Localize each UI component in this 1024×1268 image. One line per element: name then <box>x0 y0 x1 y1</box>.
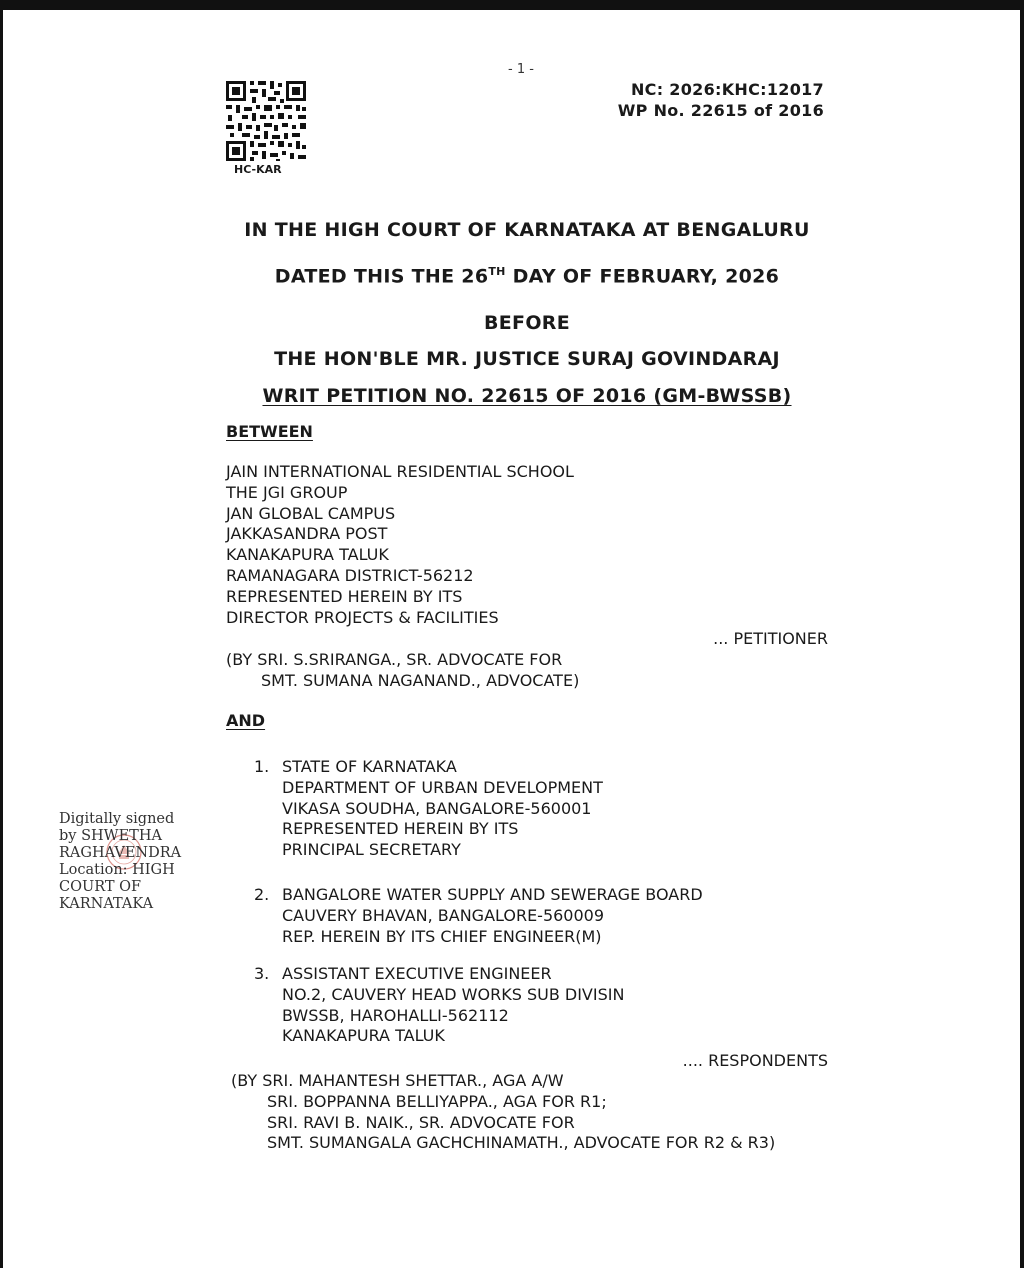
petitioner-line: JAIN INTERNATIONAL RESIDENTIAL SCHOOL <box>226 462 574 481</box>
digital-signature <box>59 811 181 913</box>
judge-name: THE HON'BLE MR. JUSTICE SURAJ GOVINDARAJ <box>274 348 780 370</box>
dated-line: DATED THIS THE 26TH DAY OF FEBRUARY, 2026 <box>274 265 780 288</box>
signature-line: KARNATAKA <box>59 896 154 912</box>
petitioner-line: KANAKAPURA TALUK <box>226 545 389 565</box>
respondent-2 <box>254 885 703 947</box>
respondent-1 <box>254 757 603 861</box>
respondent-line: ASSISTANT EXECUTIVE ENGINEER <box>282 964 552 983</box>
wp-number: WP No. 22615 of 2016 <box>617 101 824 120</box>
petitioner-block <box>226 462 574 628</box>
before-heading: BEFORE <box>483 312 570 334</box>
petitioner-role: ... PETITIONER <box>713 629 828 648</box>
window-frame-right <box>1020 0 1024 1268</box>
window-frame-top <box>0 0 1024 10</box>
court-heading: IN THE HIGH COURT OF KARNATAKA AT BENGALURU <box>244 219 810 241</box>
signature-line: Location: HIGH <box>59 862 175 878</box>
respondent-line: BWSSB, HAROHALLI-562112 <box>282 1005 509 1025</box>
counsel-line: SRI. RAVI B. NAIK., SR. ADVOCATE FOR <box>267 1112 575 1132</box>
respondent-line: KANAKAPURA TALUK <box>282 1026 445 1046</box>
petitioner-line: JAKKASANDRA POST <box>226 524 388 544</box>
signature-line: COURT OF <box>59 879 142 895</box>
between-label: BETWEEN <box>226 422 313 441</box>
petitioner-line: THE JGI GROUP <box>226 482 348 502</box>
respondent-number: 3. <box>254 964 270 983</box>
page-number: - 1 - <box>508 62 534 77</box>
petitioner-line: DIRECTOR PROJECTS & FACILITIES <box>226 607 499 627</box>
case-title: WRIT PETITION NO. 22615 OF 2016 (GM-BWSSB) <box>262 385 792 407</box>
window-frame-left <box>0 0 3 1268</box>
counsel-line: SMT. SUMANA NAGANAND., ADVOCATE) <box>261 670 580 690</box>
petitioner-counsel <box>226 650 579 692</box>
respondent-line: REP. HEREIN BY ITS CHIEF ENGINEER(M) <box>282 926 602 946</box>
respondent-line: NO.2, CAUVERY HEAD WORKS SUB DIVISIN <box>282 984 625 1004</box>
counsel-line: (BY SRI. S.SRIRANGA., SR. ADVOCATE FOR <box>226 650 563 669</box>
respondent-line: PRINCIPAL SECRETARY <box>282 840 461 860</box>
counsel-line: SMT. SUMANGALA GACHCHINAMATH., ADVOCATE FOR R2 & R3) <box>267 1133 776 1153</box>
respondent-3 <box>254 964 624 1047</box>
respondents-counsel <box>231 1071 775 1154</box>
signature-line: RAGHAVENDRA <box>59 845 182 861</box>
signature-line: by SHWETHA <box>59 828 162 844</box>
respondent-number: 1. <box>254 757 270 776</box>
respondent-number: 2. <box>254 885 270 904</box>
petitioner-line: JAN GLOBAL CAMPUS <box>226 503 396 523</box>
petitioner-line: RAMANAGARA DISTRICT-56212 <box>226 565 474 585</box>
qr-code-icon <box>224 79 308 163</box>
counsel-line: (BY SRI. MAHANTESH SHETTAR., AGA A/W <box>231 1071 564 1090</box>
qr-label: HC-KAR <box>234 163 282 176</box>
respondent-line: CAUVERY BHAVAN, BANGALORE-560009 <box>282 905 605 925</box>
petitioner-line: REPRESENTED HEREIN BY ITS <box>226 586 463 606</box>
respondent-line: BANGALORE WATER SUPPLY AND SEWERAGE BOARD <box>282 885 703 904</box>
neutral-citation: NC: 2026:KHC:12017 <box>630 80 824 99</box>
respondent-line: STATE OF KARNATAKA <box>282 757 457 776</box>
respondent-line: DEPARTMENT OF URBAN DEVELOPMENT <box>282 777 603 797</box>
counsel-line: SRI. BOPPANNA BELLIYAPPA., AGA FOR R1; <box>267 1091 607 1111</box>
respondents-role: .... RESPONDENTS <box>682 1051 828 1070</box>
and-label: AND <box>226 711 266 730</box>
respondent-line: VIKASA SOUDHA, BANGALORE-560001 <box>282 798 592 818</box>
signature-line: Digitally signed <box>59 811 175 827</box>
respondent-line: REPRESENTED HEREIN BY ITS <box>282 819 519 839</box>
